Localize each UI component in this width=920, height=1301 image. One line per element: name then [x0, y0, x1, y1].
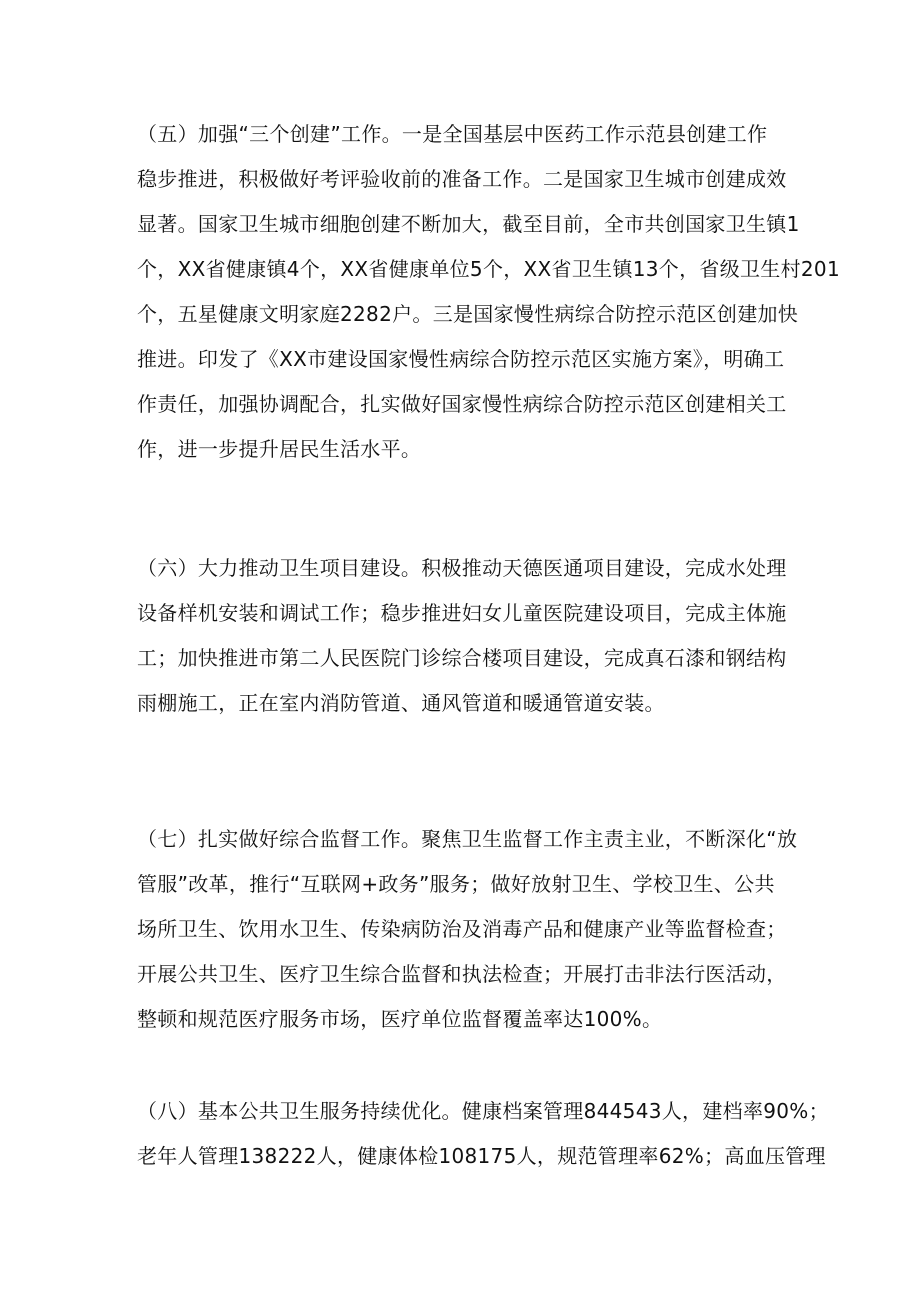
text-line: 开展公共卫生、医疗卫生综合监督和执法检查；开展打击非法行医活动，	[137, 962, 787, 986]
paragraph-six	[137, 546, 797, 726]
paragraph-seven	[137, 817, 797, 1042]
text-line: 个，五星健康文明家庭2282户。三是国家慢性病综合防控示范区创建加快	[137, 302, 799, 326]
text-line: 个，XX省健康镇4个，XX省健康单位5个，XX省卫生镇13个，省级卫生村201	[137, 257, 840, 281]
text-line: 管服”改革，推行“互联网+政务”服务；做好放射卫生、学校卫生、公共	[137, 872, 775, 896]
text-line: 老年人管理138222人，健康体检108175人，规范管理率62%；高血压管理	[137, 1144, 826, 1168]
text-line: 整顿和规范医疗服务市场，医疗单位监督覆盖率达100%。	[137, 1007, 663, 1031]
text-line: （七）扎实做好综合监督工作。聚焦卫生监督工作主责主业，不断深化“放	[137, 827, 798, 851]
text-line: 场所卫生、饮用水卫生、传染病防治及消毒产品和健康产业等监督检查；	[137, 917, 787, 941]
paragraph-five	[137, 112, 840, 472]
text-line: 稳步推进，积极做好考评验收前的准备工作。二是国家卫生城市创建成效	[137, 167, 787, 191]
text-line: 设备样机安装和调试工作；稳步推进妇女儿童医院建设项目，完成主体施	[137, 601, 787, 625]
text-line: 作责任，加强协调配合，扎实做好国家慢性病综合防控示范区创建相关工	[137, 392, 787, 416]
text-line: （六）大力推动卫生项目建设。积极推动天德医通项目建设，完成水处理	[137, 556, 787, 580]
paragraph-eight	[137, 1089, 829, 1179]
text-line: 雨棚施工，正在室内消防管道、通风管道和暖通管道安装。	[137, 691, 665, 715]
text-line: 推进。印发了《XX市建设国家慢性病综合防控示范区实施方案》，明确工	[137, 347, 785, 371]
text-line: （五）加强“三个创建”工作。一是全国基层中医药工作示范县创建工作	[137, 122, 768, 146]
text-line: （八）基本公共卫生服务持续优化。健康档案管理844543人，建档率90%；	[137, 1099, 829, 1123]
text-line: 作，进一步提升居民生活水平。	[137, 437, 422, 461]
text-line: 显著。国家卫生城市细胞创建不断加大，截至目前，全市共创国家卫生镇1	[137, 212, 800, 236]
text-line: 工；加快推进市第二人民医院门诊综合楼项目建设，完成真石漆和钢结构	[137, 646, 787, 670]
